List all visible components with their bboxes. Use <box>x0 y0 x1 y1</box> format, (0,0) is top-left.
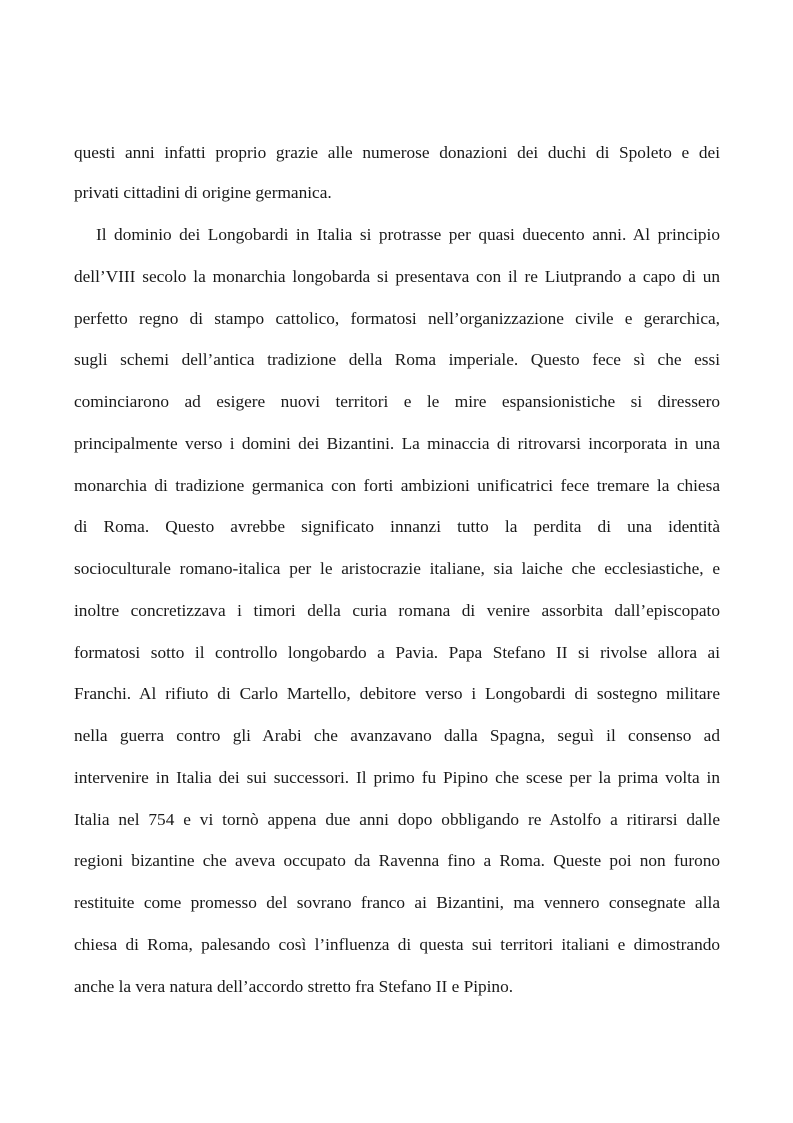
paragraph-2-line-10: inoltre concretizzava i timori della curia romana di venire assorbita dall’episcopato <box>74 601 720 620</box>
paragraph-1-line-2: privati cittadini di origine germanica. <box>74 183 332 202</box>
paragraph-2-line-12: Franchi. Al rifiuto di Carlo Martello, debitore verso i Longobardi di sostegno militare <box>74 684 720 703</box>
paragraph-2-line-15: Italia nel 754 e vi tornò appena due anni dopo obbligando re Astolfo a ritirarsi dalle <box>74 810 720 829</box>
paragraph-2-line-7: monarchia di tradizione germanica con forti ambizioni unificatrici fece tremare la chiesa <box>74 476 720 495</box>
paragraph-2-line-1: Il dominio dei Longobardi in Italia si protrasse per quasi duecento anni. Al principio <box>96 225 720 244</box>
paragraph-2-line-9: socioculturale romano-italica per le aristocrazie italiane, sia laiche che ecclesiastiche, e <box>74 559 720 578</box>
paragraph-2-line-16: regioni bizantine che aveva occupato da Ravenna fino a Roma. Queste poi non furono <box>74 851 720 870</box>
paragraph-2-line-6: principalmente verso i domini dei Bizantini. La minaccia di ritrovarsi incorporata in una <box>74 434 720 453</box>
paragraph-2-line-5: cominciarono ad esigere nuovi territori e le mire espansionistiche si diressero <box>74 392 720 411</box>
paragraph-2-line-18: chiesa di Roma, palesando così l’influenza di questa sui territori italiani e dimostrando <box>74 935 720 954</box>
paragraph-2-line-4: sugli schemi dell’antica tradizione della Roma imperiale. Questo fece sì che essi <box>74 350 720 369</box>
paragraph-2-line-3: perfetto regno di stampo cattolico, formatosi nell’organizzazione civile e gerarchica, <box>74 309 720 328</box>
paragraph-2-line-2: dell’VIII secolo la monarchia longobarda si presentava con il re Liutprando a capo di un <box>74 267 720 286</box>
paragraph-2-line-13: nella guerra contro gli Arabi che avanzavano dalla Spagna, seguì il consenso ad <box>74 726 720 745</box>
paragraph-2-line-8: di Roma. Questo avrebbe significato innanzi tutto la perdita di una identità <box>74 517 720 536</box>
paragraph-2-line-11: formatosi sotto il controllo longobardo a Pavia. Papa Stefano II si rivolse allora ai <box>74 643 720 662</box>
paragraph-2-line-14: intervenire in Italia dei sui successori. Il primo fu Pipino che scese per la prima volta in <box>74 768 720 787</box>
paragraph-2-line-19: anche la vera natura dell’accordo stretto fra Stefano II e Pipino. <box>74 977 514 996</box>
paragraph-1-line-1: questi anni infatti proprio grazie alle numerose donazioni dei duchi di Spoleto e dei <box>74 143 720 162</box>
paragraph-2-line-17: restituite come promesso del sovrano franco ai Bizantini, ma vennero consegnate alla <box>74 893 720 912</box>
